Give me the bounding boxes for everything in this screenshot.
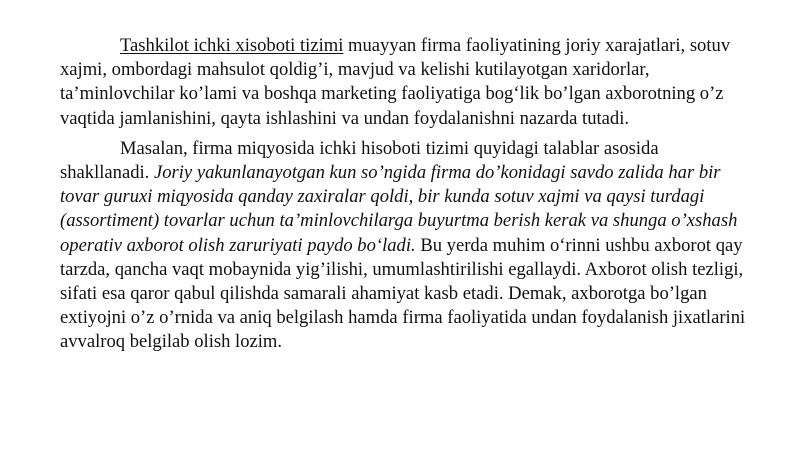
defined-term: Tashkilot ichki xisoboti tizimi (120, 35, 344, 56)
example-rest-text: Bu yerda muhim o‘rinni ushbu axborot qay tarzda, qancha vaqt mobaynida yig’ilishi, umumlashtirilishi egallaydi. Axborot olish tezligi, sifati esa qaror qabul qilishda samarali ahamiyat kasb etadi. Demak, axborotga bo’lgan extiyojni o’z o’rnida va aniq belgilash hamda firma faoliyatida undan foydalanish jixatlarini avvalroq belgilab olish lozim. (60, 234, 746, 353)
example-lead-text: Masalan, firma miqyosida ichki hisoboti tizimi quyidagi talablar asosida shakllanadi. (60, 137, 659, 184)
example-italic-text: Joriy yakunlanayotgan kun so’ngida firma do’konidagi savdo zalida har bir tovar guruxi miqyosida qanday zaxiralar qoldi, bir kunda sotuv xajmi va qaysi turdagi (assortiment) tovarlar uchun ta’minlovchilarga buyurtma berish kerak va shunga o’xshash operativ axborot olish zaruriyati paydo bo‘ladi. (60, 162, 738, 256)
paragraph-example (60, 137, 750, 355)
paragraph-internal-reporting-definition (60, 34, 750, 131)
document-page (60, 34, 750, 361)
definition-text: muayyan firma faoliyatining joriy xarajatlari, sotuv xajmi, ombordagi mahsulot qoldig’i, mavjud va kelishi kutilayotgan xaridorlar, ta’minlovchilar ko’lami va boshqa marketing faoliyatiga bog‘lik bo’lgan axborotning o’z vaqtida jamlanishini, qayta ishlashini va undan foydalanishni nazarda tutadi. (60, 35, 731, 129)
